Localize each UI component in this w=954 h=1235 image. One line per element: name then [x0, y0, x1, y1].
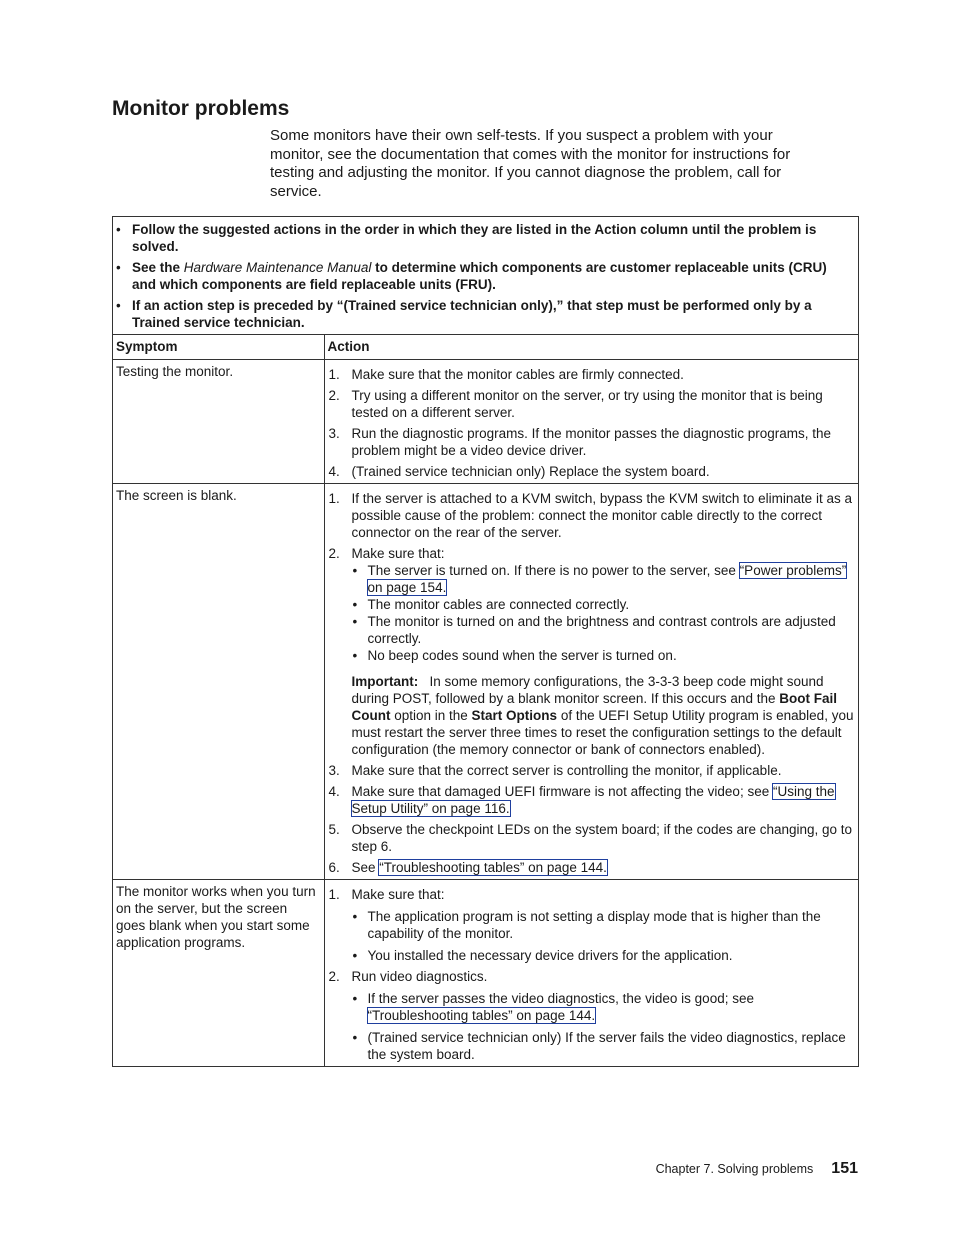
sub-item-text: The server is turned on. If there is no power to the server, see [367, 563, 740, 578]
symptom-cell: The screen is blank. [113, 484, 324, 880]
action-step [328, 366, 855, 383]
sub-item-text: If the server passes the video diagnostics, the video is good; see [367, 991, 754, 1006]
table-header-row [113, 335, 858, 360]
step-number: 6. [328, 860, 340, 875]
table-row [113, 484, 858, 880]
instructions-box [113, 217, 858, 335]
start-options-term: Start Options [471, 708, 558, 723]
step-number: 2. [328, 388, 340, 403]
step-text: Try using a different monitor on the server, or try using the monitor that is being tested on a different server. [351, 388, 823, 420]
note-text: to determine which components are customer replaceable units (CRU) and which components are field replaceable units (FRU). [132, 260, 827, 292]
bullet-icon: • [116, 222, 121, 237]
important-text: of the UEFI Setup Utility program is enabled, you must restart the server three times to reset the configuration settings to the default configuration (the memory connector or bank of connectors enabled). [351, 708, 854, 757]
note-text: If an action step is preceded by “(Trained service technician only),” that step must be performed only by a Trained service technician. [132, 298, 812, 330]
symptom-action-table [113, 335, 858, 1066]
bullet-icon: • [352, 909, 358, 924]
important-label: Important: [351, 674, 419, 689]
symptom-cell: Testing the monitor. [113, 360, 324, 484]
sub-item [352, 647, 855, 664]
action-step [328, 762, 855, 779]
action-step [328, 821, 855, 855]
step-text: Make sure that damaged UEFI firmware is not affecting the video; see [351, 784, 773, 799]
sub-item-text: The monitor cables are connected correctly. [367, 597, 630, 612]
manual-title: Hardware Maintenance Manual [183, 260, 372, 275]
action-step [328, 490, 855, 541]
sub-item-text: (Trained service technician only) If the server fails the video diagnostics, replace the system board. [367, 1030, 846, 1062]
symptom-header: Symptom [113, 335, 324, 360]
instruction-note [116, 221, 852, 255]
sub-item-text: The monitor is turned on and the brightness and contrast controls are adjusted correctly. [367, 614, 836, 646]
action-cell [324, 360, 858, 484]
bullet-icon: • [352, 648, 358, 663]
action-cell [324, 880, 858, 1067]
note-text: Follow the suggested actions in the order in which they are listed in the Action column until the problem is solved. [132, 222, 817, 254]
action-step [328, 463, 855, 480]
action-step [328, 425, 855, 459]
bullet-icon: • [352, 563, 358, 578]
step-text: If the server is attached to a KVM switch, bypass the KVM switch to eliminate it as a possible cause of the problem: connect the monitor cable directly to the correct connector on the rear of the server. [351, 491, 852, 540]
step-number: 5. [328, 822, 340, 837]
step-number: 3. [328, 426, 340, 441]
sub-item [352, 947, 855, 964]
sub-item [352, 1029, 855, 1063]
bullet-icon: • [352, 1030, 358, 1045]
troubleshooting-tables-link[interactable]: “Troubleshooting tables” on page 144. [367, 1008, 596, 1023]
step-text: Make sure that: [351, 546, 445, 561]
action-step [328, 886, 855, 964]
action-step [328, 545, 855, 758]
step-number: 1. [328, 887, 340, 902]
important-text: In some memory configurations, the 3-3-3 beep code might sound during POST, followed by a blank monitor screen. If this occurs and the [351, 674, 824, 706]
bullet-icon: • [116, 260, 121, 275]
sub-item-text: You installed the necessary device drivers for the application. [367, 948, 733, 963]
table-row [113, 360, 858, 484]
step-text: Run the diagnostic programs. If the monitor passes the diagnostic programs, the problem might be a video device driver. [351, 426, 832, 458]
bullet-icon: • [352, 948, 358, 963]
sub-item [352, 990, 855, 1024]
sub-item [352, 908, 855, 942]
page-title: Monitor problems [112, 97, 290, 120]
action-step [328, 387, 855, 421]
sub-item-text: The application program is not setting a display mode that is higher than the capability of the monitor. [367, 909, 821, 941]
important-text: option in the [390, 708, 472, 723]
step-number: 3. [328, 763, 340, 778]
step-text: See [351, 860, 380, 875]
action-step [328, 783, 855, 817]
bullet-icon: • [116, 298, 121, 313]
table-row [113, 880, 858, 1067]
step-text: Make sure that: [351, 887, 445, 902]
step-number: 1. [328, 367, 340, 382]
note-text: See the [132, 260, 184, 275]
step-number: 2. [328, 969, 340, 984]
step-text: Run video diagnostics. [351, 969, 488, 984]
action-header: Action [324, 335, 858, 360]
important-note [352, 673, 855, 758]
sub-item [352, 613, 855, 647]
sub-item-text: No beep codes sound when the server is turned on. [367, 648, 677, 663]
instruction-note [116, 259, 852, 293]
setup-utility-link[interactable]: “Using the Setup Utility” on page 116. [351, 784, 835, 816]
step-text: Make sure that the correct server is controlling the monitor, if applicable. [351, 763, 782, 778]
step-number: 1. [328, 491, 340, 506]
bullet-icon: • [352, 991, 358, 1006]
action-cell [324, 484, 858, 880]
page-footer [652, 1160, 858, 1178]
action-step [328, 859, 855, 876]
step-number: 2. [328, 546, 340, 561]
intro-paragraph: Some monitors have their own self-tests. If you suspect a problem with your monitor, see the documentation that comes with the monitor for instructions for testing and adjusting the monitor. If you cannot diagnose the problem, call for service. [270, 127, 791, 200]
step-text: Make sure that the monitor cables are firmly connected. [351, 367, 684, 382]
symptom-cell: The monitor works when you turn on the server, but the screen goes blank when you start some application programs. [113, 880, 324, 1067]
boot-fail-count-term: Boot Fail Count [351, 691, 837, 723]
bullet-icon: • [352, 597, 358, 612]
monitor-problems-table [112, 216, 859, 1067]
step-text: Observe the checkpoint LEDs on the system board; if the codes are changing, go to step 6. [351, 822, 853, 854]
bullet-icon: • [352, 614, 358, 629]
step-number: 4. [328, 464, 340, 479]
sub-item [352, 596, 855, 613]
step-text: (Trained service technician only) Replace the system board. [351, 464, 710, 479]
troubleshooting-tables-link[interactable]: “Troubleshooting tables” on page 144. [379, 860, 607, 875]
step-number: 4. [328, 784, 340, 799]
instruction-note [116, 297, 852, 331]
page-number: 151 [831, 1160, 858, 1177]
sub-item [352, 562, 855, 596]
chapter-label: Chapter 7. Solving problems [655, 1162, 814, 1176]
action-step [328, 968, 855, 1063]
power-problems-link[interactable]: “Power problems” on page 154. [367, 563, 847, 595]
